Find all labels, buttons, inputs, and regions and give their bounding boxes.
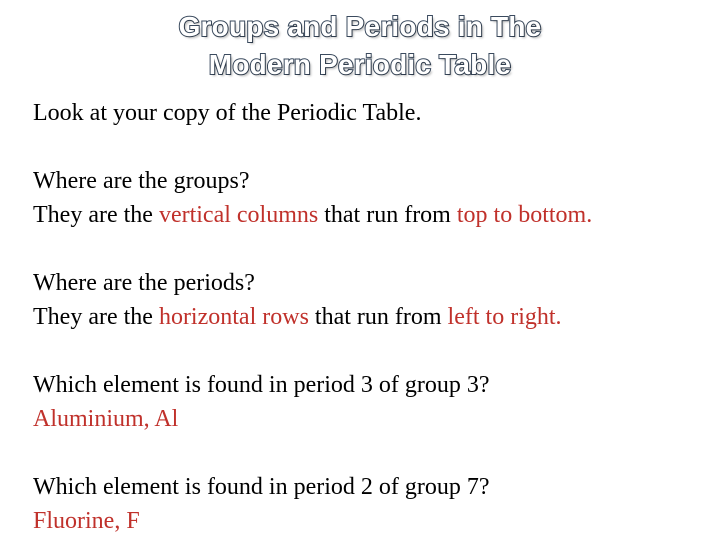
- periods-answer-prefix: They are the: [33, 304, 159, 330]
- element-question-1: Which element is found in period 3 of group 3?: [33, 372, 490, 398]
- groups-answer-highlight-columns: vertical columns: [158, 202, 319, 228]
- groups-answer-prefix: They are the: [33, 202, 159, 228]
- intro-text: Look at your copy of the Periodic Table.: [33, 100, 422, 126]
- slide-title: [0, 8, 720, 84]
- groups-question: Where are the groups?: [33, 168, 250, 194]
- periods-answer-middle: that run from: [308, 304, 448, 330]
- spacer: [33, 436, 713, 470]
- periods-question: Where are the periods?: [33, 270, 255, 296]
- spacer: [33, 232, 713, 266]
- periods-answer-highlight-rows: horizontal rows: [158, 304, 309, 330]
- periods-answer: [33, 300, 713, 334]
- title-line-1: Groups and Periods in The: [178, 11, 542, 42]
- groups-answer-highlight-direction: top to bottom.: [456, 202, 593, 228]
- element-answer-1: Aluminium, Al: [33, 406, 179, 432]
- groups-answer-middle: that run from: [318, 202, 457, 228]
- spacer: [33, 130, 713, 164]
- spacer: [33, 334, 713, 368]
- groups-answer: [33, 198, 713, 232]
- element-question-2: Which element is found in period 2 of group 7?: [33, 474, 490, 500]
- element-answer-2: Fluorine, F: [33, 508, 140, 534]
- title-line-2: Modern Periodic Table: [208, 49, 512, 80]
- periods-answer-highlight-direction: left to right.: [447, 304, 562, 330]
- slide-body: [33, 96, 713, 538]
